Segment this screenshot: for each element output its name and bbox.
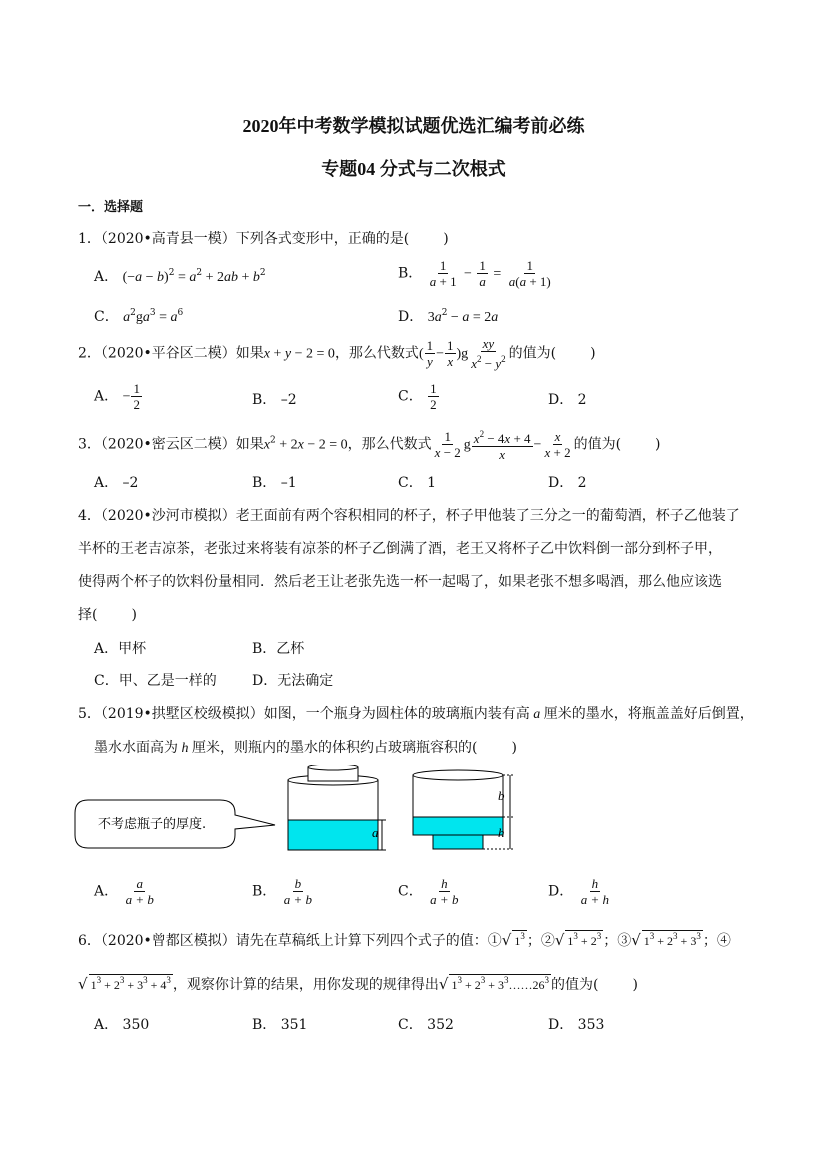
q1-option-d: D． $3a^2 - a = 2a$ [398, 308, 499, 325]
label-b: b [498, 788, 505, 803]
q3-option-b: B． –1 [252, 475, 297, 491]
question-1-stem: 1．（2020•高青县一模）下列各式变形中，正确的是( ) [78, 231, 449, 247]
question-4-line2: 半杯的王老吉凉茶，老张过来将装有凉茶的杯子乙倒满了酒，老王又将杯子乙中饮料倒一部分到杯子甲， [78, 541, 722, 557]
question-3-stem: 3．（2020•密云区二模）如果$x^2 + 2x - 2 = 0$，那么代数式 $\frac{1}{x - 2}$ g $\frac{x^2 - 4x + 4}{x}$ − $\frac{x}{x + 2}$ 的值为( ) [78, 429, 661, 462]
callout-text: 不考虑瓶子的厚度. [98, 817, 207, 832]
q6-option-a: A． 350 [94, 1017, 150, 1033]
q1-option-b: B． $\frac{1}{a + 1}$ − $\frac{1}{a}$ = $\frac{1}{a(a + 1)}$ [398, 258, 551, 289]
q3-option-c: C． 1 [398, 475, 437, 491]
section-heading: 一．选择题 [78, 200, 144, 215]
q3-option-d: D． 2 [548, 475, 587, 491]
q4-option-c: C．甲、乙是一样的 [94, 673, 217, 689]
q1-option-a: A． $(-a - b)^2 = a^2 + 2ab + b^2$ [94, 268, 266, 285]
q5-option-d: D． $\frac{h}{a + h}$ [548, 876, 609, 907]
q5-option-c: C． $\frac{h}{a + b}$ [398, 876, 459, 907]
inverted-bottle [413, 770, 515, 849]
label-a: a [372, 825, 379, 840]
label-h: h [498, 825, 505, 840]
q6-option-b: B． 351 [252, 1017, 308, 1033]
ink-level-inverted [413, 817, 503, 835]
ink-level-upright [288, 820, 378, 850]
q3-option-a: A． –2 [94, 475, 139, 491]
q5-option-a: A． $\frac{a}{a + b}$ [94, 876, 154, 907]
question-6-line1: 6．（2020•曾都区模拟）请先在草稿纸上计算下列四个式子的值：①√ $1^3$ ；②√ $1^3 + 2^3$ ；③√ $1^3 + 2^3 + 3^3$ ；④ [78, 931, 731, 949]
q4-option-b: B．乙杯 [252, 641, 305, 657]
q6-option-c: C． 352 [398, 1017, 454, 1033]
question-5-line1: 5．（2019•拱墅区校级模拟）如图，一个瓶身为圆柱体的玻璃瓶内装有高 a 厘米的墨水，将瓶盖盖好后倒置， [78, 706, 754, 722]
q1-option-c: C． $a^2ga^3 = a^6$ [94, 308, 184, 325]
question-5-line2: 墨水水面高为 h 厘米，则瓶内的墨水的体积约占玻璃瓶容积的( ) [94, 740, 517, 756]
question-2-stem: 2．（2020•平谷区二模）如果x + y − 2 = 0，那么代数式( $\frac{1}{y}$ − $\frac{1}{x}$ )g $\frac{xy}{x^2 - y^2}$ 的值为( ) [78, 336, 596, 371]
question-4-line4: 择( ) [78, 607, 137, 623]
question-6-line2: √ $1^3 + 2^3 + 3^3 + 4^3$ ，观察你计算的结果，用你发现的规律得出√ $1^3 + 2^3$ + $3^3\dots\dots 26^3$ 的值为( ) [78, 975, 638, 993]
q2-option-a: A． − $\frac{1}{2}$ [94, 381, 140, 412]
q5-option-b: B． $\frac{b}{a + b}$ [252, 876, 313, 907]
question-4-line3: 使得两个杯子的饮料份量相同．然后老王让老张先选一杯一起喝了，如果老张不想多喝酒，那么他应该选 [78, 574, 722, 590]
bottle-figure [70, 765, 530, 865]
upright-bottle [288, 765, 386, 850]
q4-option-a: A．甲杯 [94, 641, 147, 657]
page-subtitle: 专题04 分式与二次根式 [321, 159, 506, 179]
q2-option-b: B． –2 [252, 392, 297, 408]
q4-option-d: D．无法确定 [252, 673, 334, 689]
question-4-line1: 4．（2020•沙河市模拟）老王面前有两个容积相同的杯子，杯子甲他装了三分之一的葡萄酒，杯子乙他装了 [78, 508, 740, 524]
q6-option-d: D． 353 [548, 1017, 605, 1033]
q2-option-c: C． $\frac{1}{2}$ [398, 381, 437, 412]
q2-option-d: D． 2 [548, 392, 587, 408]
page-title: 2020年中考数学模拟试题优选汇编考前必练 [242, 116, 585, 136]
